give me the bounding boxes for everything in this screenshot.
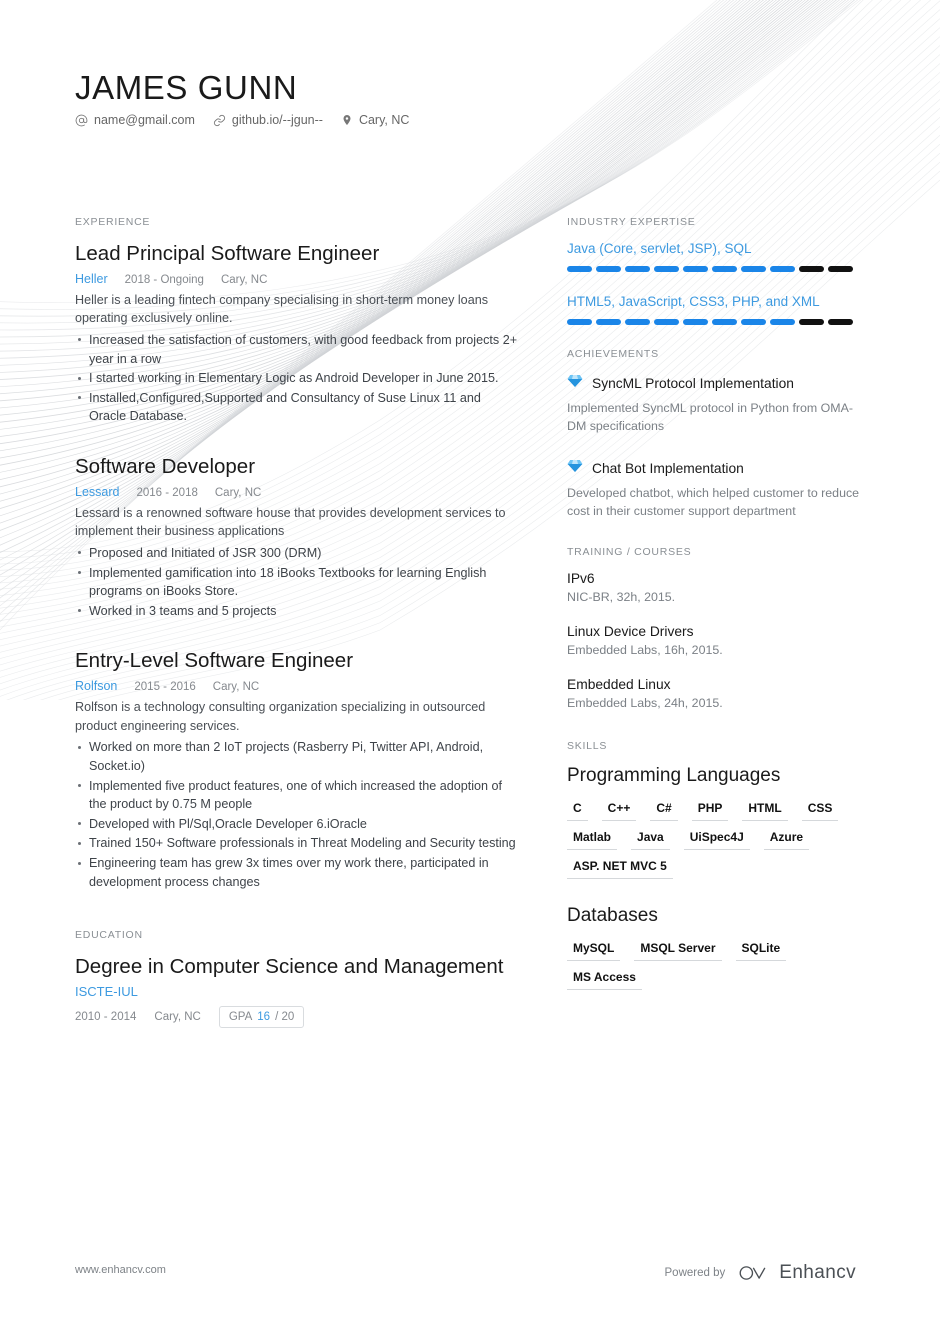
left-column <box>75 216 521 1028</box>
skill-chip[interactable]: UiSpec4J <box>684 830 750 850</box>
at-sign-icon <box>75 114 88 127</box>
skill-chip[interactable]: SQLite <box>736 941 787 961</box>
section-label-industry-expertise: INDUSTRY EXPERTISE <box>567 216 696 228</box>
job-title: Software Developer <box>75 455 256 478</box>
education-dates: 2010 - 2014 <box>75 1010 137 1023</box>
list-item: Implemented five product features, one of which increased the adoption of the product by 0.75 M people <box>75 777 521 814</box>
location-pin-icon <box>341 114 353 126</box>
degree-title: Degree in Computer Science and Management <box>75 955 504 979</box>
skill-chip[interactable]: MySQL <box>567 941 620 961</box>
course-item <box>567 677 867 710</box>
footer-website[interactable]: www.enhancv.com <box>75 1264 166 1276</box>
list-item: Developed with Pl/Sql,Oracle Developer 6.iOracle <box>75 815 521 834</box>
achievement-header <box>567 373 867 394</box>
experience-entry <box>75 454 521 620</box>
skill-chip[interactable]: PHP <box>692 801 729 821</box>
job-company[interactable]: Heller <box>75 271 108 286</box>
gpa-badge <box>219 1006 304 1028</box>
job-meta <box>75 679 521 693</box>
achievement-description: Developed chatbot, which helped customer to reduce cost in their customer support department <box>567 485 860 518</box>
section-label-achievements: ACHIEVEMENTS <box>567 348 659 360</box>
achievement-title: Chat Bot Implementation <box>592 460 744 476</box>
skill-chip[interactable]: HTML <box>742 801 787 821</box>
skills-section <box>567 740 867 990</box>
expertise-level-bar <box>567 266 867 272</box>
list-item: I started working in Elementary Logic as Android Developer in June 2015. <box>75 369 521 388</box>
gpa-scale: / 20 <box>275 1010 295 1023</box>
list-item: Increased the satisfaction of customers, with good feedback from projects 2+ year in a row <box>75 331 521 368</box>
level-segment <box>625 266 650 272</box>
level-segment <box>828 319 853 325</box>
section-label-skills: SKILLS <box>567 739 608 752</box>
level-segment <box>596 319 621 325</box>
brand-name: Enhancv <box>779 1262 856 1283</box>
course-name: IPv6 <box>567 570 595 586</box>
contact-list <box>75 113 421 127</box>
level-segment <box>625 319 650 325</box>
job-location: Cary, NC <box>212 681 260 693</box>
level-segment <box>799 266 824 272</box>
achievements-section <box>567 348 867 521</box>
job-meta <box>75 485 521 499</box>
course-item <box>567 571 867 604</box>
level-segment <box>799 319 824 325</box>
powered-by-label: Powered by <box>664 1267 726 1279</box>
list-item: Proposed and Initiated of JSR 300 (DRM) <box>75 544 521 563</box>
job-title: Lead Principal Software Engineer <box>75 242 380 265</box>
expertise-item <box>567 241 867 272</box>
level-segment <box>770 266 795 272</box>
section-label-education: EDUCATION <box>75 929 143 942</box>
job-location: Cary, NC <box>214 486 262 499</box>
course-meta: NIC-BR, 32h, 2015. <box>567 589 676 604</box>
experience-entry <box>75 241 521 426</box>
enhancv-logo <box>737 1262 856 1284</box>
level-segment <box>683 266 708 272</box>
education-location: Cary, NC <box>154 1010 201 1023</box>
job-bullets <box>75 738 521 891</box>
job-dates: 2018 - Ongoing <box>124 273 204 286</box>
skill-chip[interactable]: Java <box>631 830 670 850</box>
skill-chip[interactable]: ASP. NET MVC 5 <box>567 859 673 879</box>
job-bullets <box>75 331 521 426</box>
level-segment <box>683 319 708 325</box>
gpa-label: GPA <box>228 1010 253 1023</box>
education-entry <box>75 954 521 1028</box>
level-segment <box>828 266 853 272</box>
section-label-experience: EXPERIENCE <box>75 216 151 228</box>
school-name[interactable]: ISCTE-IUL <box>75 983 138 999</box>
job-description: Heller is a leading fintech company specialising in short-term money loans operating exclusively online. <box>75 292 488 326</box>
course-name: Linux Device Drivers <box>567 623 694 639</box>
gpa-value: 16 <box>257 1010 271 1023</box>
level-segment <box>712 266 737 272</box>
job-company[interactable]: Rolfson <box>75 679 118 693</box>
course-meta: Embedded Labs, 16h, 2015. <box>567 642 723 657</box>
right-column <box>567 216 867 1008</box>
level-segment <box>712 319 737 325</box>
experience-entry <box>75 648 521 891</box>
achievement-header <box>567 458 867 479</box>
contact-website[interactable] <box>213 113 323 127</box>
education-section <box>75 929 521 1028</box>
course-meta: Embedded Labs, 24h, 2015. <box>567 695 723 710</box>
skill-chip-list <box>567 801 867 879</box>
level-segment <box>567 266 592 272</box>
expertise-level-bar <box>567 319 867 325</box>
contact-location-text: Cary, NC <box>358 113 410 127</box>
achievement-item <box>567 458 867 521</box>
level-segment <box>741 266 766 272</box>
list-item: Engineering team has grew 3x times over my work there, participated in development process changes <box>75 854 521 891</box>
gem-icon <box>567 373 583 394</box>
education-meta <box>75 1006 521 1028</box>
job-title: Entry-Level Software Engineer <box>75 649 354 673</box>
job-bullets <box>75 544 521 621</box>
list-item: Worked in 3 teams and 5 projects <box>75 602 521 621</box>
skill-chip[interactable]: CSS <box>802 801 839 821</box>
job-description: Rolfson is a technology consulting organization specializing in outsourced product engineering services. <box>75 700 486 733</box>
level-segment <box>770 319 795 325</box>
level-segment <box>596 266 621 272</box>
expertise-name: HTML5, JavaScript, CSS3, PHP, and XML <box>567 294 820 309</box>
job-description: Lessard is a renowned software house that provides development services to implement their business applications <box>75 505 506 539</box>
list-item: Trained 150+ Software professionals in Threat Modeling and Security testing <box>75 834 521 853</box>
list-item: Implemented gamification into 18 iBooks Textbooks for learning English programs on iBooks Store. <box>75 564 521 601</box>
skill-chip[interactable]: C++ <box>602 801 637 821</box>
course-item <box>567 624 867 657</box>
skill-chip[interactable]: Matlab <box>567 830 617 850</box>
skill-chip[interactable]: C <box>567 801 588 821</box>
job-dates: 2016 - 2018 <box>136 486 198 499</box>
skill-group-title: Databases <box>567 904 658 926</box>
level-segment <box>567 319 592 325</box>
skill-group-programming-languages <box>567 765 867 879</box>
contact-website-text: github.io/--jgun-- <box>231 113 323 127</box>
expertise-name: Java (Core, servlet, JSP), SQL <box>567 241 752 256</box>
skill-group-title: Programming Languages <box>567 764 781 786</box>
job-company[interactable]: Lessard <box>75 484 120 499</box>
page-title: JAMES GUNN <box>75 69 298 106</box>
job-dates: 2015 - 2016 <box>134 681 196 693</box>
achievement-title: SyncML Protocol Implementation <box>592 376 794 391</box>
list-item: Worked on more than 2 IoT projects (Rasberry Pi, Twitter API, Android, Socket.io) <box>75 738 521 775</box>
training-section <box>567 546 867 710</box>
achievement-description: Implemented SyncML protocol in Python from OMA-DM specifications <box>567 401 854 433</box>
section-label-training: TRAINING / COURSES <box>567 545 692 558</box>
skill-chip[interactable]: C# <box>650 801 677 821</box>
level-segment <box>654 266 679 272</box>
footer-brand-area <box>665 1262 856 1284</box>
course-name: Embedded Linux <box>567 676 671 692</box>
contact-email-text: name@gmail.com <box>94 113 195 127</box>
skill-chip-list <box>567 941 867 990</box>
skill-chip[interactable]: MS Access <box>567 970 642 990</box>
link-icon <box>213 114 226 127</box>
achievement-item <box>567 373 867 436</box>
expertise-item <box>567 294 867 325</box>
contact-location <box>341 113 409 127</box>
contact-email[interactable] <box>75 113 195 127</box>
list-item: Installed,Configured,Supported and Consultancy of Suse Linux 11 and Oracle Database. <box>75 389 521 426</box>
job-meta <box>75 272 521 286</box>
job-location: Cary, NC <box>220 273 268 286</box>
gem-icon <box>567 458 583 479</box>
level-segment <box>741 319 766 325</box>
skill-chip[interactable]: MSQL Server <box>634 941 721 961</box>
skill-chip[interactable]: Azure <box>764 830 809 850</box>
skill-group-databases <box>567 905 867 990</box>
level-segment <box>654 319 679 325</box>
